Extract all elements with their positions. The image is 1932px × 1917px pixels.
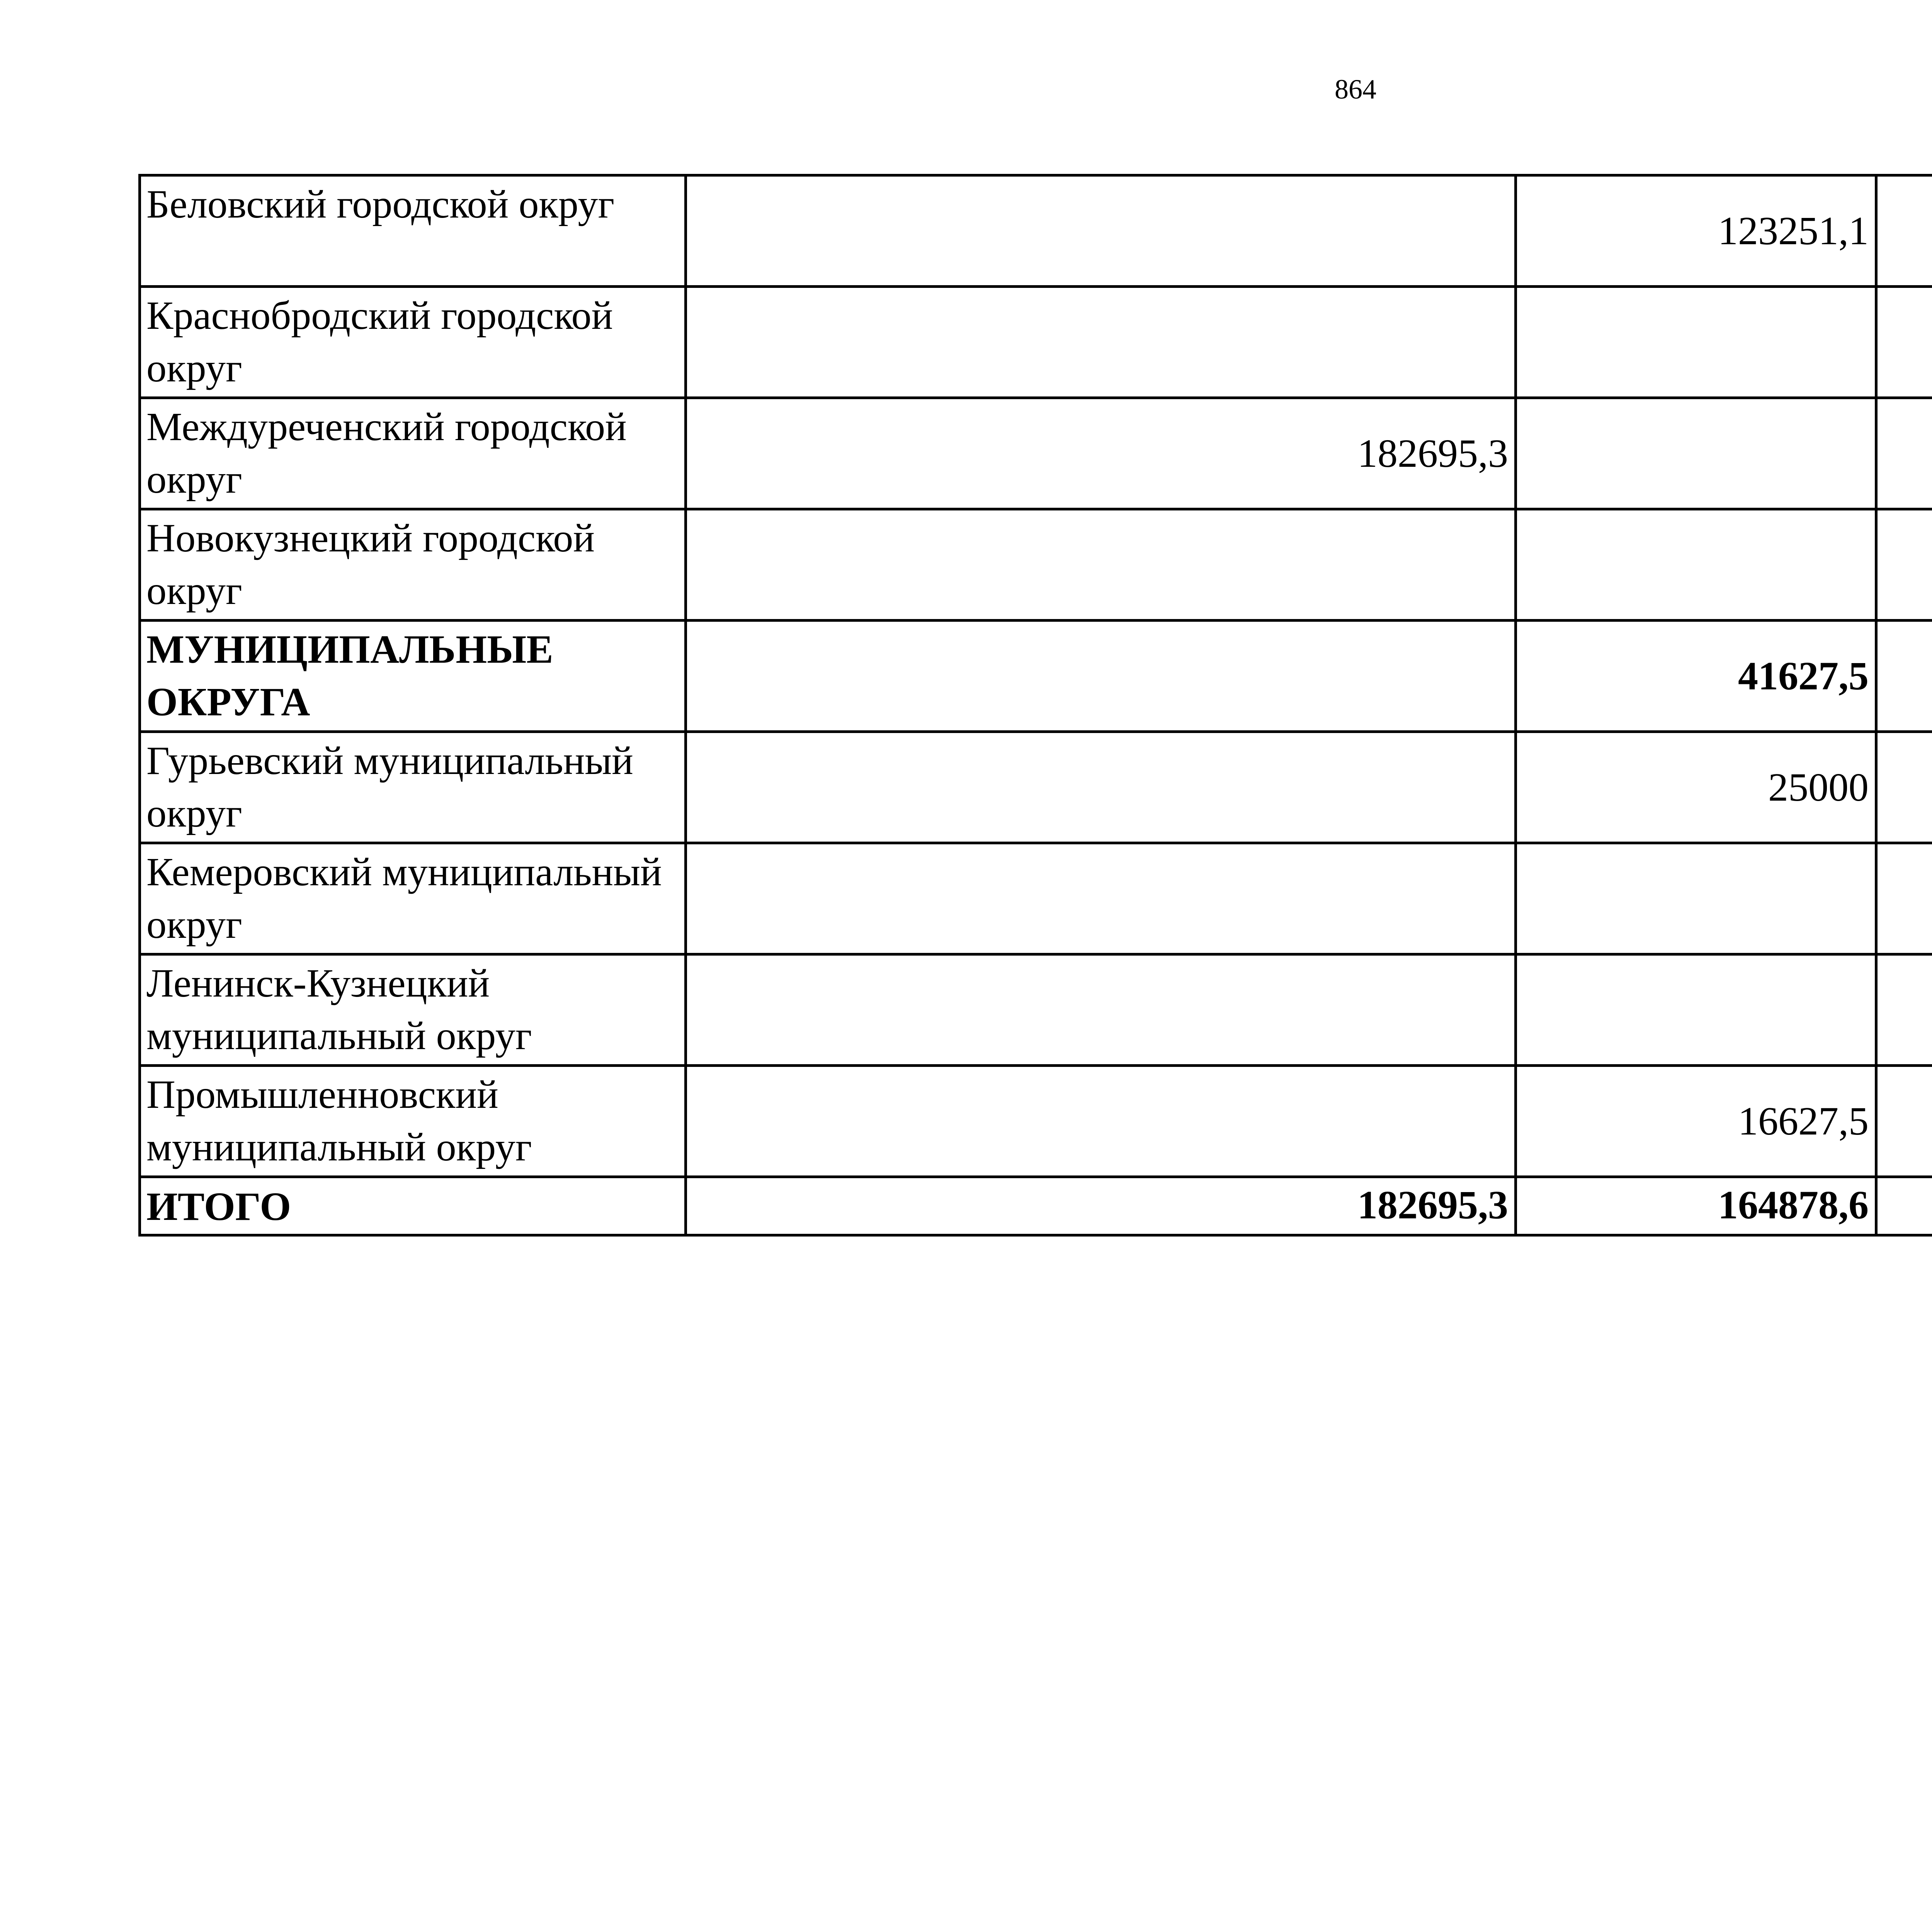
value-cell [686, 732, 1516, 843]
value-cell [1516, 954, 1876, 1066]
value-cell [686, 287, 1516, 398]
value-cell [1876, 175, 1932, 287]
value-cell [686, 1066, 1516, 1177]
value-cell: 164878,6 [1516, 1177, 1876, 1235]
row-name-cell: Промышленновский муниципальный округ [140, 1066, 686, 1177]
value-cell [1876, 843, 1932, 954]
page-number: 864 [1335, 74, 1376, 105]
table-row [140, 398, 1932, 509]
table-row [140, 1066, 1932, 1177]
value-cell [1516, 843, 1876, 954]
total-row [140, 1177, 1932, 1235]
value-cell [1876, 732, 1932, 843]
value-cell [686, 621, 1516, 732]
value-cell [1516, 398, 1876, 509]
value-cell: 41627,5 [1516, 621, 1876, 732]
value-cell: 182695,3 [686, 398, 1516, 509]
row-name-cell: Беловский городской округ [140, 175, 686, 287]
row-name-cell: Краснобродский городской округ [140, 287, 686, 398]
row-name-cell: Кемеровский муниципальный округ [140, 843, 686, 954]
table-row [140, 732, 1932, 843]
table-row [140, 287, 1932, 398]
value-cell: 16627,5 [1516, 1066, 1876, 1177]
value-cell [1876, 954, 1932, 1066]
value-cell: 25000 [1516, 732, 1876, 843]
row-name-cell: Новокузнецкий городской округ [140, 509, 686, 621]
value-cell [686, 175, 1516, 287]
table-row [140, 509, 1932, 621]
value-cell [1516, 509, 1876, 621]
value-cell [1876, 287, 1932, 398]
value-cell [686, 843, 1516, 954]
value-cell [1876, 1177, 1932, 1235]
row-name-cell: МУНИЦИПАЛЬНЫЕ ОКРУГА [140, 621, 686, 732]
table-row [140, 175, 1932, 287]
value-cell [1876, 621, 1932, 732]
value-cell [1516, 287, 1876, 398]
value-cell: 182695,3 [686, 1177, 1516, 1235]
row-name-cell: ИТОГО [140, 1177, 686, 1235]
section-header-row [140, 621, 1932, 732]
row-name-cell: Гурьевский муниципальный округ [140, 732, 686, 843]
row-name-cell: Ленинск-Кузнецкий муниципальный округ [140, 954, 686, 1066]
value-cell [686, 509, 1516, 621]
row-name-cell: Междуреченский городской округ [140, 398, 686, 509]
value-cell: 123251,1 [1516, 175, 1876, 287]
value-cell [1876, 509, 1932, 621]
table-row [140, 843, 1932, 954]
value-cell [686, 954, 1516, 1066]
value-cell [1876, 1066, 1932, 1177]
funding-table [138, 174, 1932, 1237]
table-row [140, 954, 1932, 1066]
value-cell [1876, 398, 1932, 509]
